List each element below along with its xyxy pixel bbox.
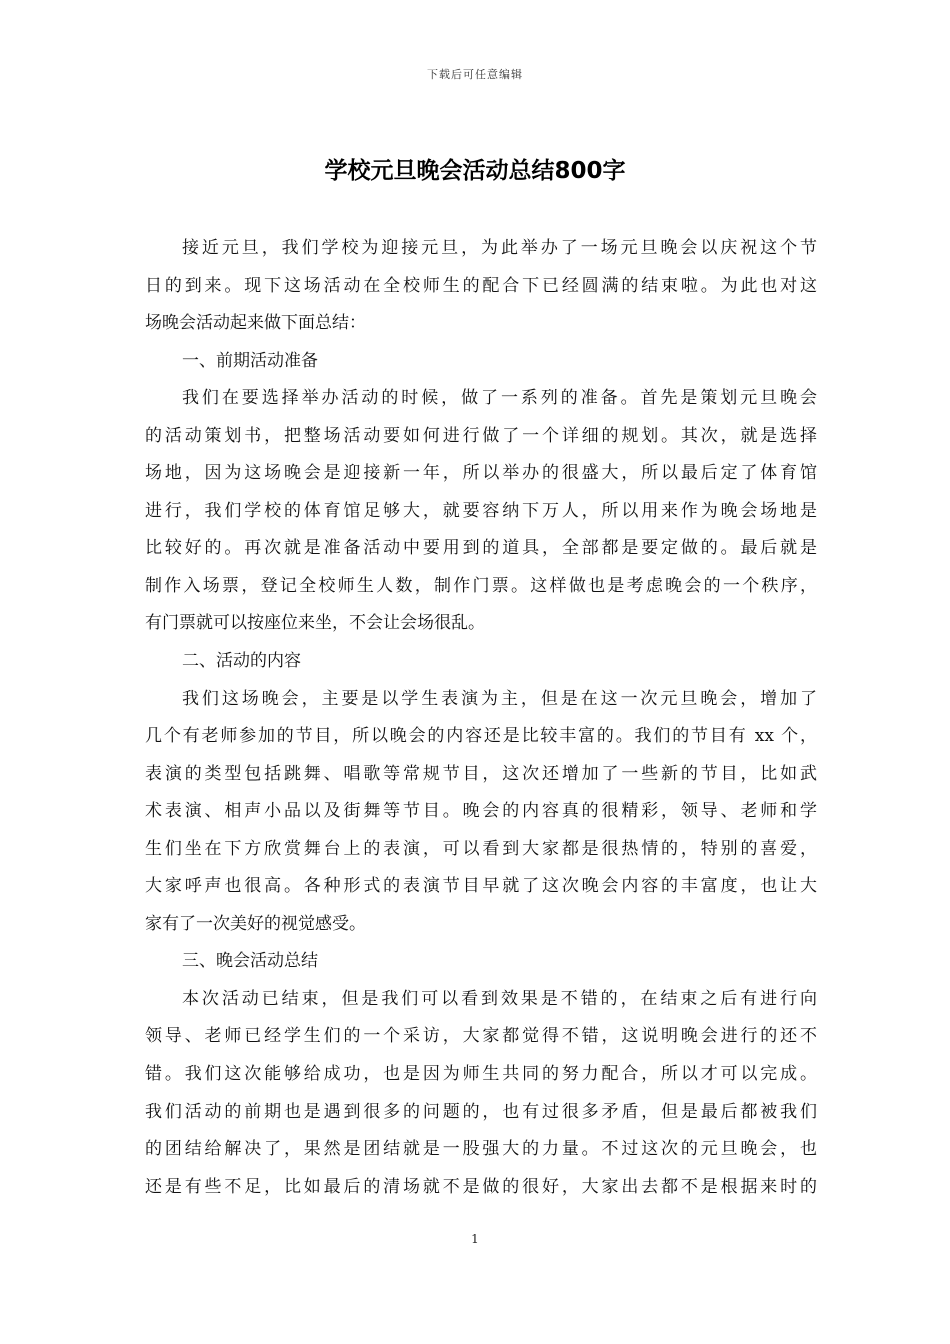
body-line: 我们这场晚会，主要是以学生表演为主，但是在这一次元旦晚会，增加了 xyxy=(182,688,817,709)
body-line: 日的到来。现下这场活动在全校师生的配合下已经圆满的结束啦。为此也对这 xyxy=(145,275,817,296)
page-header-note: 下载后可任意编辑 xyxy=(427,68,523,81)
body-line: 场地，因为这场晚会是迎接新一年，所以举办的很盛大，所以最后定了体育馆 xyxy=(145,463,817,484)
document-body xyxy=(145,234,817,1210)
body-line: 还是有些不足，比如最后的清场就不是做的很好，大家出去都不是根据来时的 xyxy=(145,1176,817,1197)
body-line: 接近元旦，我们学校为迎接元旦，为此举办了一场元旦晚会以庆祝这个节 xyxy=(182,238,817,258)
body-line: 本次活动已结束，但是我们可以看到效果是不错的，在结束之后有进行向 xyxy=(182,988,817,1009)
body-line: 进行，我们学校的体育馆足够大，就要容纳下万人，所以用来作为晚会场地是 xyxy=(145,500,817,521)
body-line: 比较好的。再次就是准备活动中要用到的道具，全部都是要定做的。最后就是 xyxy=(145,538,817,559)
body-line: 一、前期活动准备 xyxy=(182,350,318,371)
page-number: 1 xyxy=(471,1232,479,1246)
body-line: 我们活动的前期也是遇到很多的问题的，也有过很多矛盾，但是最后都被我们 xyxy=(145,1101,817,1122)
body-line: 三、晚会活动总结 xyxy=(182,951,318,972)
body-line: 几个有老师参加的节目，所以晚会的内容还是比较丰富的。我们的节目有 xx 个， xyxy=(145,726,817,747)
body-line: 大家呼声也很高。各种形式的表演节目早就了这次晚会内容的丰富度，也让大 xyxy=(145,876,817,897)
body-line: 领导、老师已经学生们的一个采访，大家都觉得不错，这说明晚会进行的还不 xyxy=(145,1026,817,1047)
body-line: 二、活动的内容 xyxy=(182,651,301,672)
body-line: 我们在要选择举办活动的时候，做了一系列的准备。首先是策划元旦晚会 xyxy=(182,388,817,409)
document-title: 学校元旦晚会活动总结800字 xyxy=(324,158,626,184)
body-line: 的活动策划书，把整场活动要如何进行做了一个详细的规划。其次，就是选择 xyxy=(145,425,817,446)
body-line: 表演的类型包括跳舞、唱歌等常规节目，这次还增加了一些新的节目，比如武 xyxy=(145,763,817,784)
body-line: 错。我们这次能够给成功，也是因为师生共同的努力配合，所以才可以完成。 xyxy=(145,1064,817,1085)
body-line: 场晚会活动起来做下面总结： xyxy=(145,313,366,334)
body-line: 制作入场票，登记全校师生人数，制作门票。这样做也是考虑晚会的一个秩序， xyxy=(145,575,817,596)
body-line: 家有了一次美好的视觉感受。 xyxy=(145,913,366,934)
body-line: 术表演、相声小品以及街舞等节目。晚会的内容真的很精彩，领导、老师和学 xyxy=(145,801,817,822)
body-line: 的团结给解决了，果然是团结就是一股强大的力量。不过这次的元旦晚会，也 xyxy=(145,1139,817,1160)
body-line: 生们坐在下方欣赏舞台上的表演，可以看到大家都是很热情的，特别的喜爱， xyxy=(145,838,817,859)
body-line: 有门票就可以按座位来坐，不会让会场很乱。 xyxy=(145,613,485,634)
